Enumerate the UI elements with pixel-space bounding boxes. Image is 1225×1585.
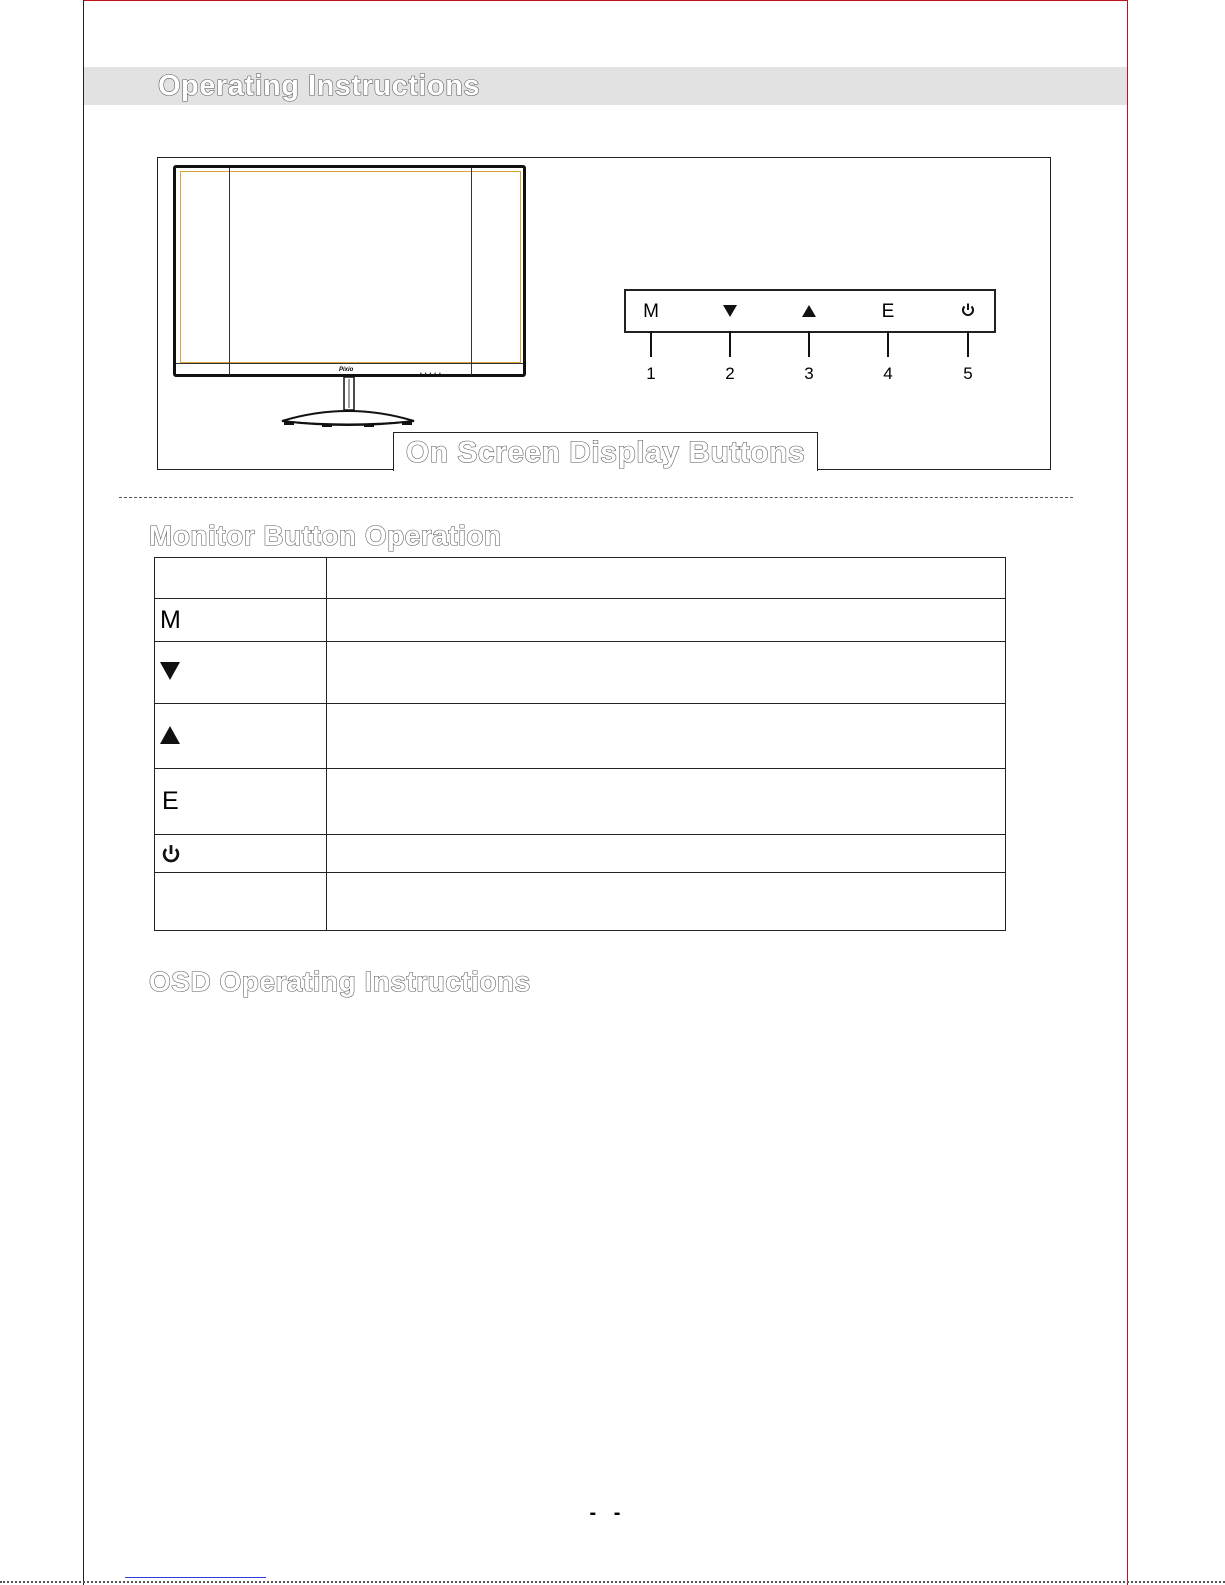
footer-link-underline[interactable] [125, 1577, 266, 1578]
callout-number-2: 2 [725, 364, 735, 383]
button-operation-table [154, 557, 1006, 931]
table-cell-key [155, 835, 327, 873]
monitor-button-dots: ••••• [420, 371, 444, 377]
table-cell-key [155, 642, 327, 704]
power-icon [160, 843, 182, 865]
table-cell-key: E [155, 769, 327, 835]
table-row [155, 599, 1006, 642]
panel-button-m-label: M [643, 301, 659, 322]
table-cell-key [155, 558, 327, 599]
triangle-up-icon [802, 305, 816, 317]
power-icon [960, 302, 976, 318]
callout-line-2 [729, 331, 731, 357]
triangle-up-icon [160, 726, 180, 744]
bezel-line-right [471, 168, 472, 375]
table-cell-key [155, 704, 327, 769]
callout-number-5: 5 [963, 364, 973, 383]
callout-line-1 [650, 331, 652, 357]
table-row [155, 835, 1006, 873]
table-cell-description [327, 599, 1006, 642]
bezel-line-left [229, 168, 230, 375]
table-cell-description [327, 704, 1006, 769]
table-cell-description [327, 558, 1006, 599]
table-cell-key: M [155, 599, 327, 642]
table-cell-description [327, 835, 1006, 873]
diagram-caption: On Screen Display Buttons [405, 436, 806, 469]
page-border-left [83, 0, 84, 1585]
page-title: Operating Instructions [158, 70, 480, 102]
page-number: - - [589, 1502, 627, 1524]
monitor-stand [278, 375, 418, 431]
osd-instructions-title: OSD Operating Instructions [149, 966, 531, 997]
table-cell-description [327, 769, 1006, 835]
panel-button-up[interactable] [794, 300, 824, 324]
page-border-bottom [0, 1581, 1225, 1583]
panel-button-e[interactable] [873, 300, 903, 324]
panel-button-down[interactable] [715, 300, 745, 324]
table-row [155, 558, 1006, 599]
panel-button-m[interactable] [636, 300, 666, 324]
panel-button-power[interactable] [953, 301, 983, 325]
button-operation-title: Monitor Button Operation [149, 520, 502, 551]
table-cell-key [155, 873, 327, 931]
bezel-bottom-line [176, 363, 523, 364]
callout-line-5 [967, 331, 969, 357]
triangle-down-icon [160, 662, 180, 680]
diagram-caption-box [393, 432, 818, 471]
callout-number-1: 1 [646, 364, 656, 383]
table-row [155, 642, 1006, 704]
panel-button-e-label: E [881, 301, 895, 322]
callout-number-4: 4 [883, 364, 893, 383]
triangle-down-icon [723, 305, 737, 317]
table-row [155, 704, 1006, 769]
page-border-right [1127, 0, 1128, 1585]
table-row [155, 873, 1006, 931]
table-row [155, 769, 1006, 835]
page-border-top [83, 0, 1128, 1]
monitor-screen [180, 171, 521, 363]
callout-line-4 [887, 331, 889, 357]
callout-number-3: 3 [804, 364, 814, 383]
callout-line-3 [808, 331, 810, 357]
section-divider [119, 497, 1073, 498]
table-cell-description [327, 642, 1006, 704]
table-cell-description [327, 873, 1006, 931]
monitor-logo: Pixio [339, 367, 354, 373]
